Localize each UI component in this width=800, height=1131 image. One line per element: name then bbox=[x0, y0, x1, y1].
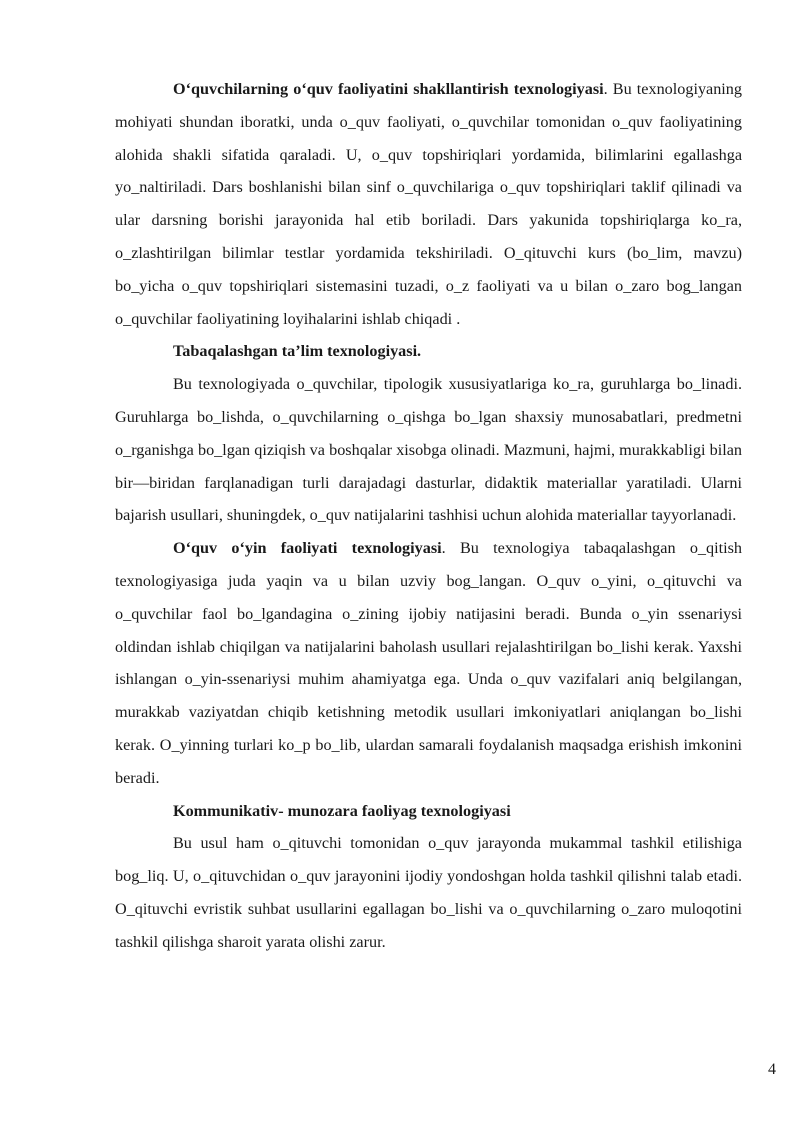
paragraph-game-activity bbox=[115, 532, 742, 794]
paragraph-learning-activity bbox=[115, 73, 742, 335]
paragraph-lead-heading: O‘quv o‘yin faoliyati texnologiyasi bbox=[173, 539, 442, 558]
paragraph-text: . Bu texnologiyaning mohiyati shundan iboratki, unda o_quv faoliyati, o_quvchilar tomonidan o_quv faoliyatining alohida shakli sifatida qaraladi. U, o_quv topshiriqlari yordamida, bilimlarini egallashga yo_naltiriladi. Dars boshlanishi bilan sinf o_quvchilariga o_quv topshiriqlari taklif qilinadi va ular darsning borishi jarayonida hal etib boriladi. Dars yakunida topshiriqlarga ko_ra, o_zlashtirilgan bilimlar testlar yordamida tekshiriladi. O_qituvchi kurs (bo_lim, mavzu) bo_yicha o_quv topshiriqlari sistemasini tuzadi, o_z faoliyati va u bilan o_zaro bog_langan o_quvchilar faoliyatining loyihalarini ishlab chiqadi . bbox=[115, 80, 742, 328]
section-heading-communicative-discussion: Kommunikativ- munozara faoliyag texnologiyasi bbox=[173, 801, 511, 820]
section-heading-differentiated-learning: Tabaqalashgan ta’lim texnologiyasi. bbox=[173, 342, 422, 361]
paragraph-lead-heading: O‘quvchilarning o‘quv faoliyatini shakllantirish texnologiyasi bbox=[173, 80, 604, 98]
page-number: 4 bbox=[768, 1061, 776, 1078]
paragraph-differentiated-learning: Bu texnologiyada o_quvchilar, tipologik xususiyatlariga ko_ra, guruhlarga bo_linadi. Guruhlarga bo_lishda, o_quvchilarning o_qishga bo_lgan shaxsiy munosabatlari, predmetni o_rganishga bo_lgan qiziqish va boshqalar xisobga olinadi. Mazmuni, hajmi, murakkabligi bilan bir—biridan farqlanadigan turli darajadagi dasturlar, didaktik materiallar yaratiladi. Ularni bajarish usullari, shuningdek, o_quv natijalarini tashhisi uchun alohida materiallar tayyorlanadi. bbox=[115, 375, 742, 525]
paragraph-text: . Bu texnologiya tabaqalashgan o_qitish texnologiyasiga juda yaqin va u bilan uzviy bog_langan. O_quv o_yini, o_qituvchi va o_quvchilar faol bo_lgandagina o_zining ijobiy natijasini beradi. Bunda o_yin ssenariysi oldindan ishlab chiqilgan va natijalarini baholash usullari rejalashtirilgan bo_lishi kerak. Yaxshi ishlangan o_yin-ssenariysi muhim ahamiyatga ega. Unda o_quv vazifalari aniq belgilangan, murakkab vaziyatdan chiqib ketishning metodik usullari imkoniyatlari aniqlangan bo_lishi kerak. O_yinning turlari ko_p bo_lib, ulardan samarali foydalanish maqsadga erishish imkonini beradi. bbox=[115, 539, 743, 787]
document-page bbox=[115, 73, 742, 959]
paragraph-communicative-discussion: Bu usul ham o_qituvchi tomonidan o_quv jarayonda mukammal tashkil etilishiga bog_liq. U, o_qituvchidan o_quv jarayonini ijodiy yondoshgan holda tashkil qilishni talab etadi. O_qituvchi evristik suhbat usullarini egallagan bo_lishi va o_quvchilarning o_zaro muloqotini tashkil qilishga sharoit yarata olishi zarur. bbox=[115, 834, 742, 951]
